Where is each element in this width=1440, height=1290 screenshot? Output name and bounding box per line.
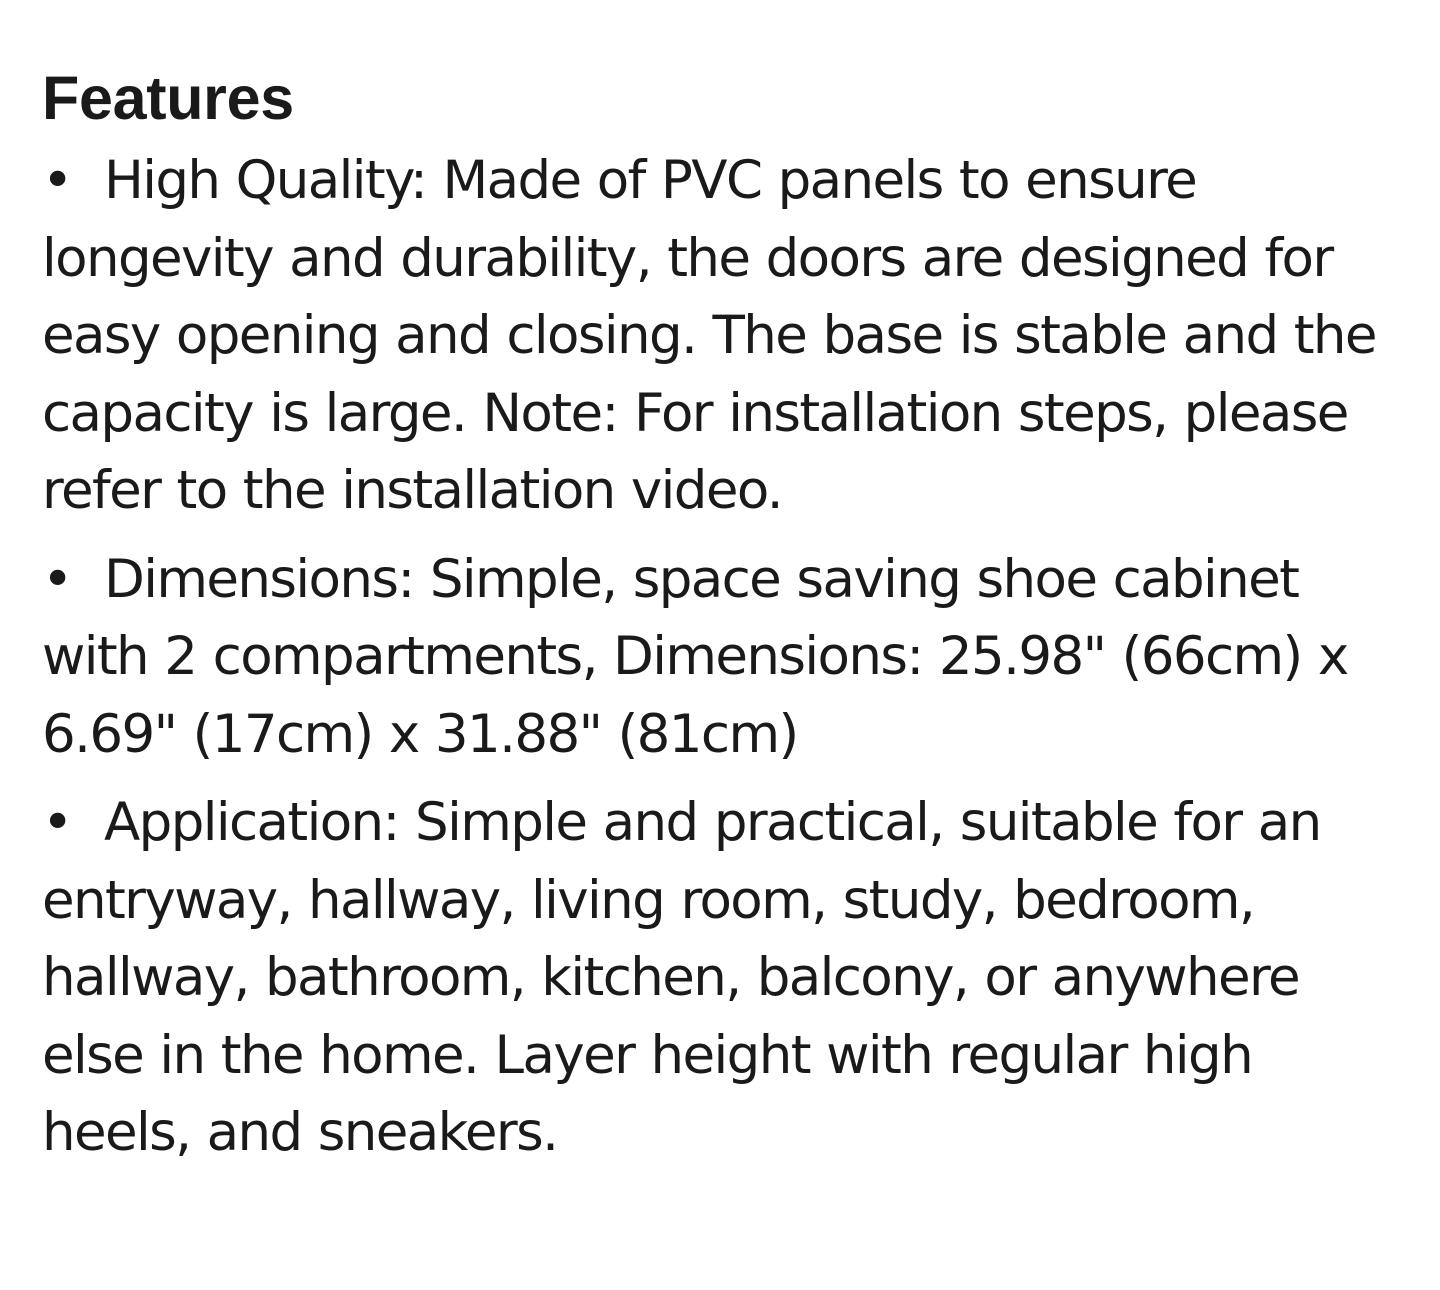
feature-item-application xyxy=(42,784,1402,1172)
bullet-icon: • xyxy=(42,548,72,610)
bullet-icon: • xyxy=(42,150,72,211)
feature-text: High Quality: Made of PVC panels to ensure longevity and durability, the doors are designed for easy opening and closing. The base is stable and the capacity is large. Note: For installation steps, please refer to the installation video. xyxy=(42,150,1376,521)
feature-text: Dimensions: Simple, space saving shoe cabinet with 2 compartments, Dimensions: 25.98" (66cm) x 6.69" (17cm) x 31.88" (81cm) xyxy=(42,548,1348,765)
feature-item-dimensions xyxy=(42,541,1402,774)
feature-item-quality xyxy=(42,142,1402,530)
features-section xyxy=(42,62,1402,1183)
features-list xyxy=(42,142,1402,1172)
features-heading: Features xyxy=(42,64,294,132)
feature-text: Application: Simple and practical, suitable for an entryway, hallway, living room, study, bedroom, hallway, bathroom, kitchen, balcony, or anywhere else in the home. Layer height with regular high heels, and sneakers. xyxy=(42,792,1321,1163)
bullet-icon: • xyxy=(42,792,72,853)
